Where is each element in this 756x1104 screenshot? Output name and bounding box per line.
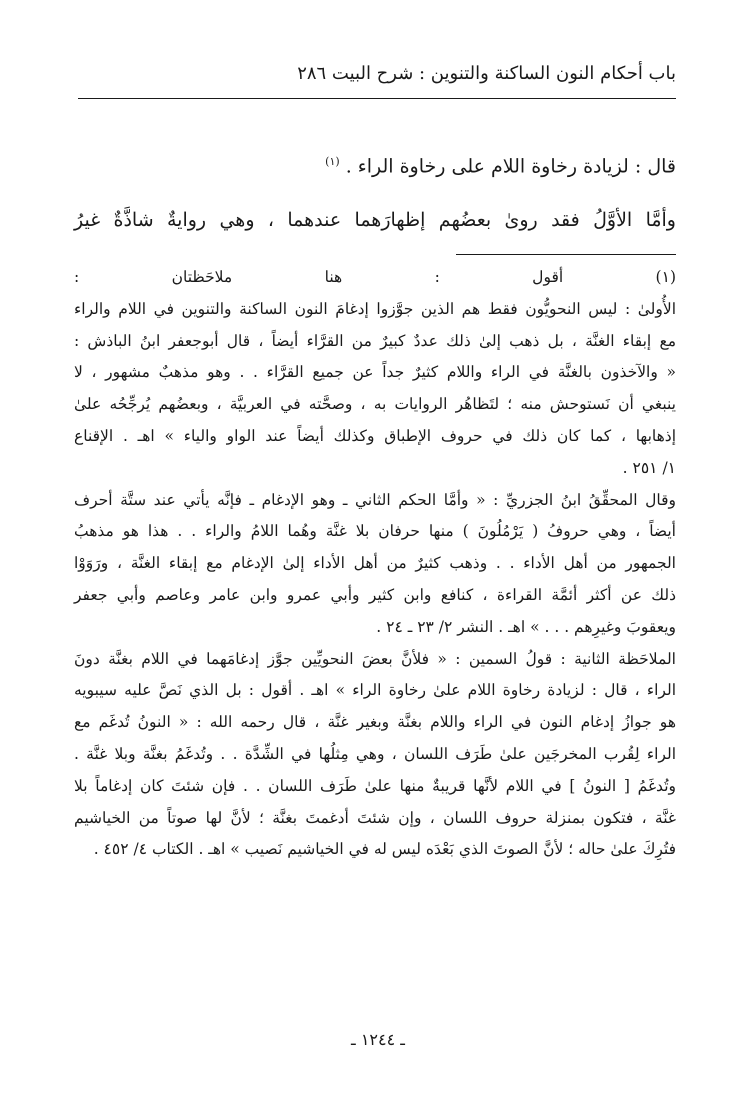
footnote-marker[interactable]: (١): [325, 155, 340, 168]
footnote-line: الجمهور من أهل الأداء . . وذهب كثيرٌ من أهل الأداء إلىٰ الإدغام مع إبقاء الغنَّة ، ورَوَوْا: [74, 554, 676, 573]
footnote-line: الراء ، قال : لزيادة رخاوة اللام علىٰ رخاوة الراء » اهـ . أقول : بل الذي نَصَّ عليه سيبويه: [74, 681, 676, 700]
page-number: ـ ١٢٤٤ ـ: [351, 1030, 405, 1049]
main-line-1-text: قال : لزيادة رخاوة اللام على رخاوة الراء .: [345, 155, 676, 178]
footnote-line: إذهابها ، كما كان ذلك في حروف الإطباق وكذلك أيضاً عند الواو والياء » اهـ . الإقناع: [74, 426, 676, 445]
footnote-line: مع إبقاء الغنَّة ، بل ذهب إلىٰ ذلك عددٌ كبيرٌ من القرَّاء أيضاً ، قال أبوجعفر ابنُ الباذش :: [74, 331, 676, 350]
main-text: [74, 140, 676, 256]
footnote-line: الأُولىٰ : ليس النحويُّون فقط هم الذين جوَّزوا إدغامَ النون الساكنة والتنوين في اللام والراء: [74, 299, 676, 318]
footnote-separator: [456, 254, 676, 255]
footnote-line: ١/ ٢٥١ .: [622, 458, 676, 477]
footnote-line: ينبغي أن نَستوحش منه ؛ لتَظاهُر الروايات به ، وصحَّته في العربيَّة ، وبعضُهم يُرجِّحُه علىٰ: [74, 395, 676, 414]
footnote-line: أيضاً ، وهي حروفُ ( يَرْمُلُونَ ) منها حرفان بلا غنَّة وهُما اللامُ والراء . . هذا هو مذهبُ: [74, 522, 676, 541]
footnote-line: ذلك عن أكثر أئمَّة القراءة ، كنافع وابن كثير وأبي عمرو وابن عامر وعاصم وأبي جعفر: [74, 585, 676, 604]
footnote-line: هو جوازُ إدغام النون في الراء واللام بغنَّة وبغير غنَّة ، قال رحمه الله : « النونُ تُدغَم مع: [74, 713, 676, 732]
footnote-line: وتُدغَمُ [ النونُ ] في اللام لأنَّها قريبةٌ منها علىٰ طَرَف اللسان . . فإن شئتَ كان إدغاماً بلا: [74, 776, 676, 795]
footnote-line: (١) أقول : هنا ملاحَظتان :: [74, 268, 676, 286]
header-title: باب أحكام النون الساكنة والتنوين : شرح البيت ٢٨٦: [297, 63, 676, 84]
running-header: [78, 58, 676, 99]
footnote-line: الملاحَظة الثانية : قولُ السمين : « فلأنَّ بعضَ النحويِّين جوَّز إدغامَهما في اللام بغنَّة دونَ: [74, 649, 676, 668]
footnote-line: وقال المحقِّقُ ابنُ الجزريِّ : « وأمَّا الحكم الثاني ـ وهو الإدغام ـ فإنَّه يأتي عند ستَّة أحرف: [74, 490, 676, 509]
footnote-block: [74, 262, 676, 866]
main-line-2: وأمَّا الأوَّلُ فقد روىٰ بعضُهم إظهارَهما عندهما ، وهي روايةٌ شاذَّةٌ غيرُ: [74, 209, 676, 231]
footnote-line: غنَّة ، فتكون بمنزلة حروف اللسان ، وإن شئتَ أدغمتَ بغنَّة ؛ لأنَّ لها صوتاً من الخياشيم: [74, 808, 676, 827]
footnote-line: الراء لِقُرب المخرجَين علىٰ طَرَف اللسان ، وهي مِثلُها في الشِّدَّة . . وتُدغَمُ بغنَّة وبلا غنَّة .: [74, 744, 676, 763]
main-line-1: [74, 140, 676, 198]
footnote-line: « والآخذون بالغنَّة في الراء واللام كثيرٌ جداً عن جميع القرَّاء . . وهو مذهبٌ مشهور ، لا: [74, 363, 676, 382]
footnote-line: فتُرِكَ علىٰ حاله ؛ لأنَّ الصوتَ الذي بَعْدَه ليس له في الخياشيم نَصيب » اهـ . الكتاب ٤/ ٤٥٢ .: [93, 840, 676, 859]
footnote-line: ويعقوبَ وغيرِهم . . . » اهـ . النشر ٢/ ٢٣ ـ ٢٤ .: [376, 617, 676, 636]
